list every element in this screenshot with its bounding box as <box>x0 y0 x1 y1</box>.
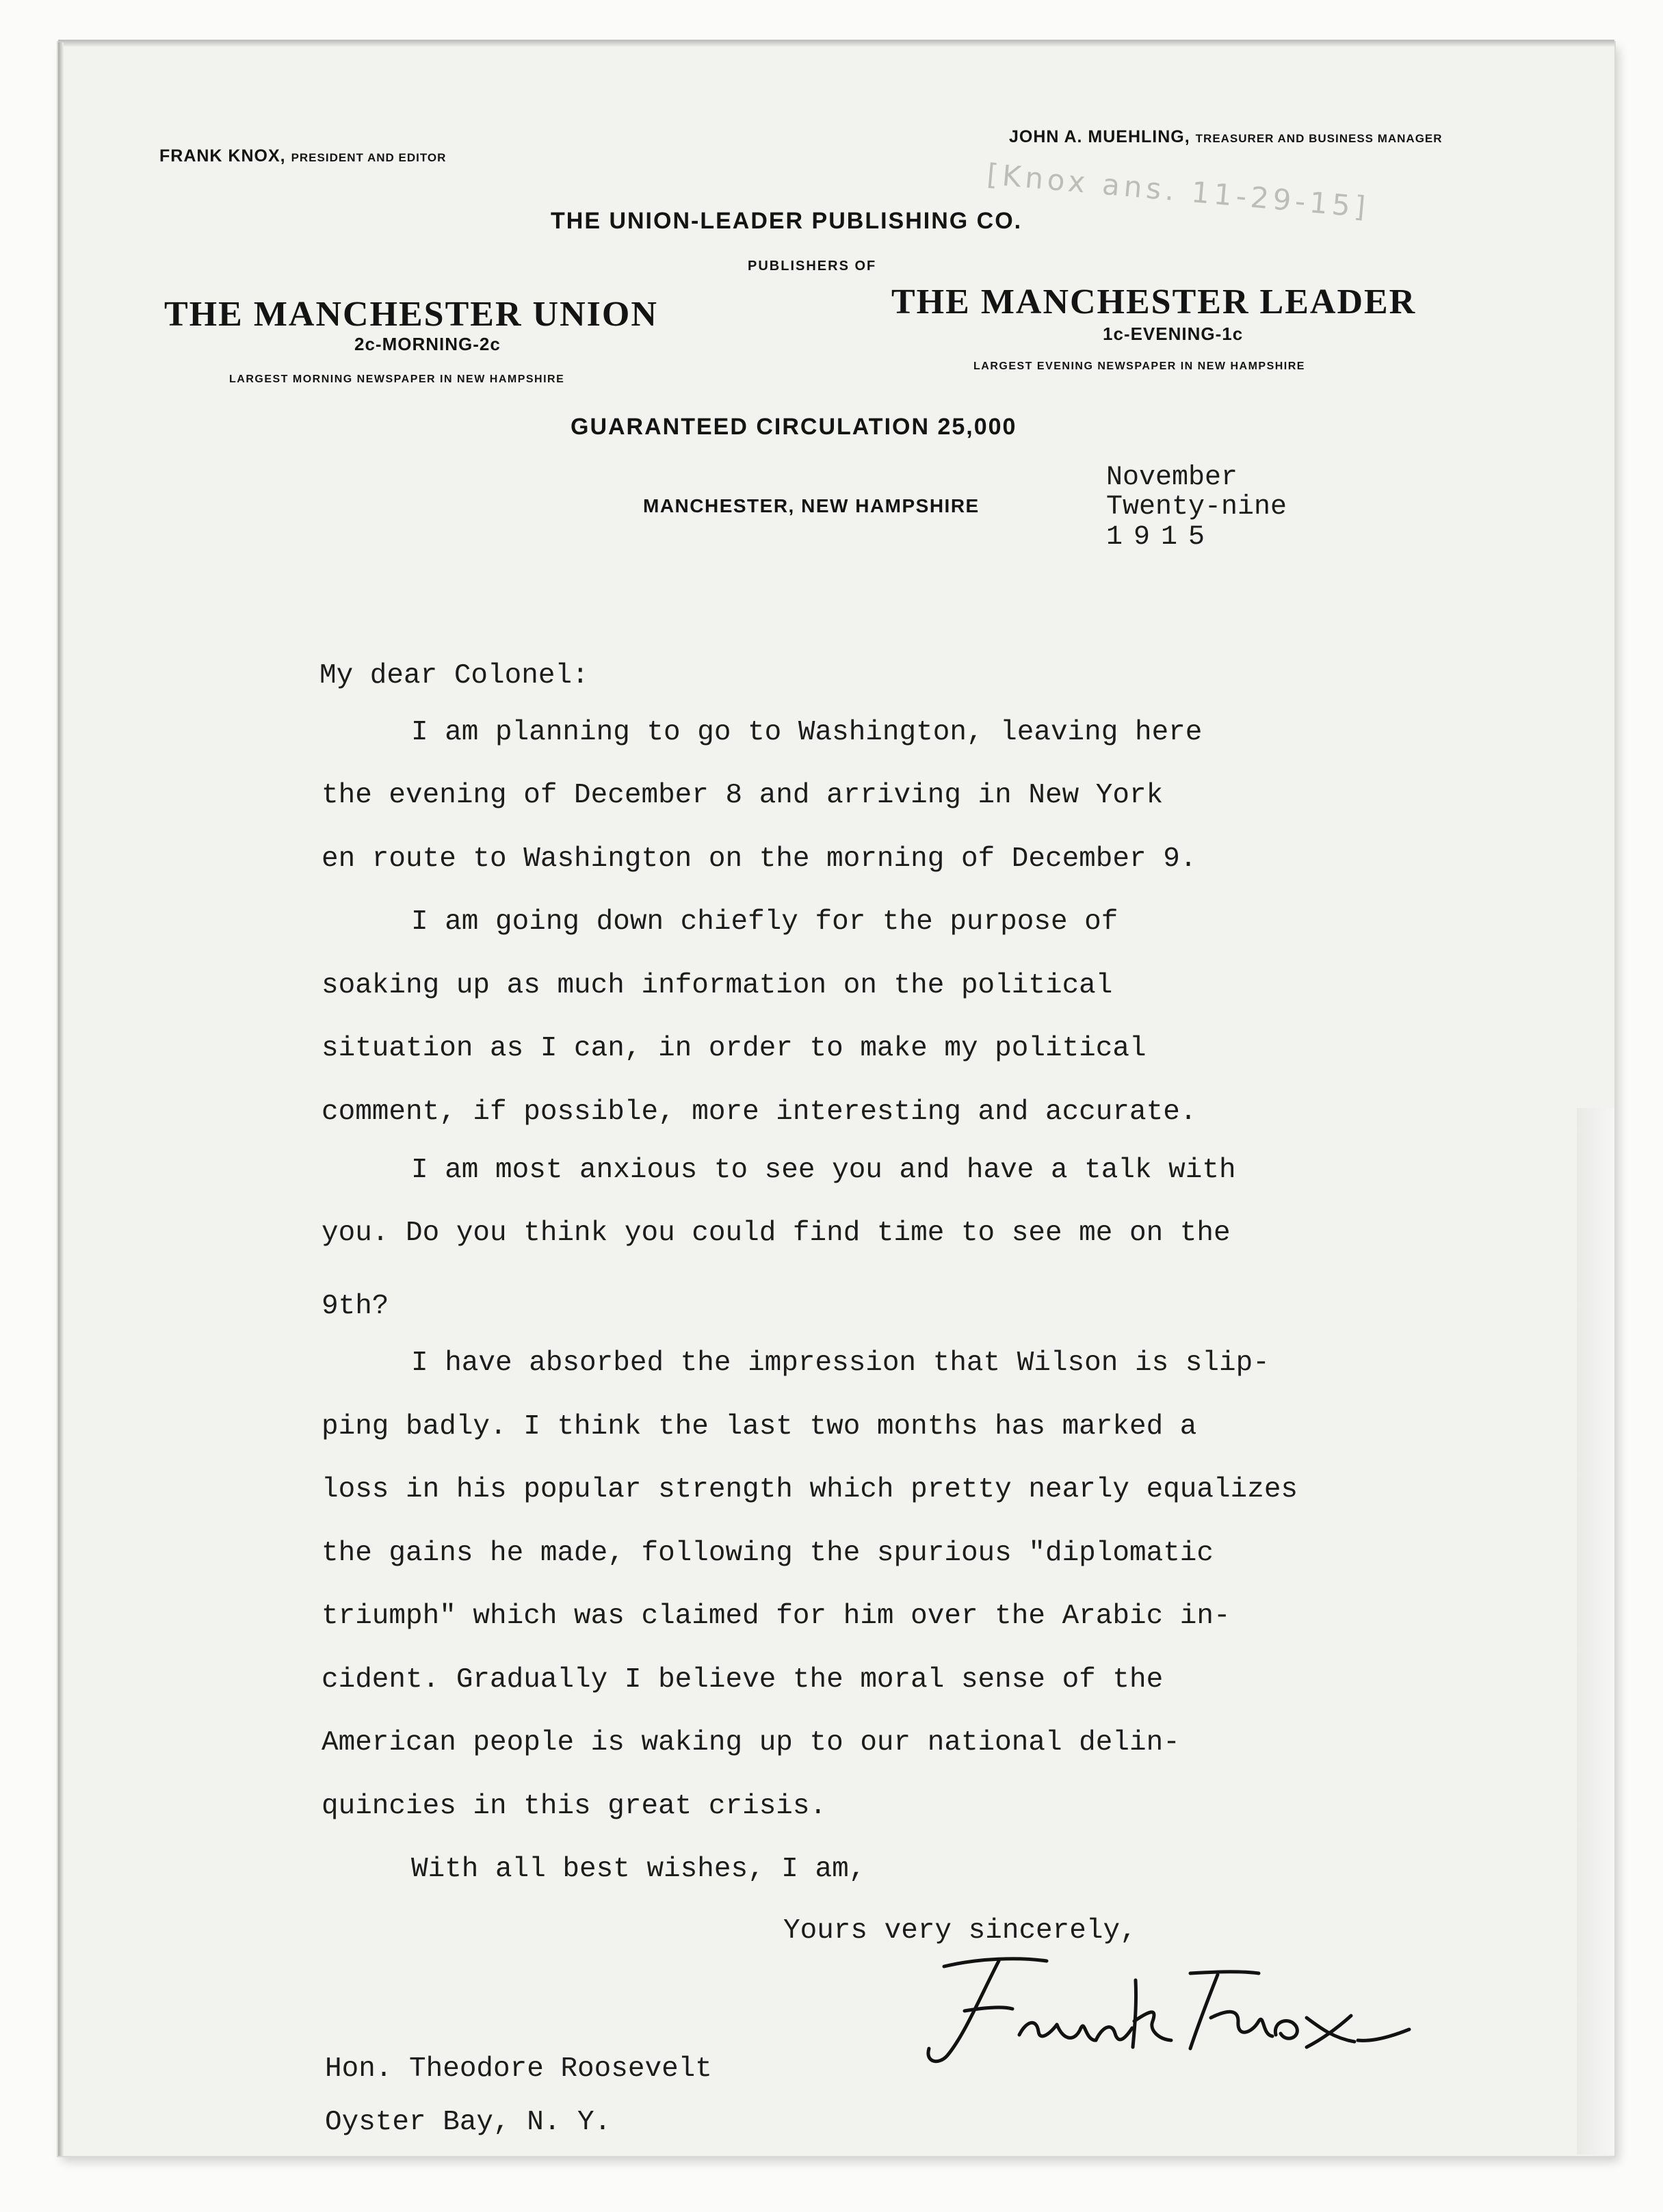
paper-union-tagline: LARGEST MORNING NEWSPAPER IN NEW HAMPSHIRE <box>229 373 565 385</box>
paper-left-edge <box>58 42 64 2156</box>
date-month: November <box>1106 462 1238 493</box>
body-line: I am most anxious to see you and have a talk with <box>411 1155 1236 1186</box>
date-year: 1915 <box>1106 522 1216 553</box>
body-line: loss in his popular strength which pretty nearly equalizes <box>322 1474 1298 1505</box>
recipient-name: Hon. Theodore Roosevelt <box>325 2053 712 2085</box>
body-line: cident. Gradually I believe the moral sense of the <box>322 1664 1164 1696</box>
body-line: you. Do you think you could find time to see me on the <box>322 1217 1231 1249</box>
recipient-address: Oyster Bay, N. Y. <box>325 2107 612 2138</box>
date-day: Twenty-nine <box>1106 492 1287 523</box>
paper-leader-name: THE MANCHESTER LEADER <box>891 282 1417 321</box>
body-line: American people is waking up to our national delin- <box>322 1727 1180 1759</box>
paper-leader-edition: 1c-EVENING-1c <box>1103 324 1244 344</box>
president-title: PRESIDENT AND EDITOR <box>291 151 447 164</box>
paper-union-name: THE MANCHESTER UNION <box>164 295 658 334</box>
body-line: situation as I can, in order to make my political <box>322 1033 1147 1064</box>
body-line: 9th? <box>322 1291 389 1322</box>
body-line: the evening of December 8 and arriving in New York <box>322 780 1164 811</box>
paper-union-edition: 2c-MORNING-2c <box>354 334 501 354</box>
body-line: soaking up as much information on the political <box>322 970 1113 1001</box>
city-line: MANCHESTER, NEW HAMPSHIRE <box>643 495 980 516</box>
body-line: en route to Washington on the morning of December 9. <box>322 843 1197 875</box>
publishers-of: PUBLISHERS OF <box>748 259 877 274</box>
president-name: FRANK KNOX, <box>159 146 286 166</box>
body-line: triumph" which was claimed for him over the Arabic in- <box>322 1601 1231 1632</box>
body-line: With all best wishes, I am, <box>411 1854 866 1885</box>
body-line: ping badly. I think the last two months has marked a <box>322 1411 1197 1443</box>
body-line: I am planning to go to Washington, leaving here <box>411 717 1203 748</box>
archival-handwritten-note: [Knox ans. 11-29-15] <box>985 157 1371 224</box>
body-line: quincies in this great crisis. <box>322 1791 827 1822</box>
treasurer-title: TREASURER AND BUSINESS MANAGER <box>1195 132 1443 145</box>
body-line: comment, if possible, more interesting and accurate. <box>322 1096 1197 1128</box>
paper-leader-tagline: LARGEST EVENING NEWSPAPER IN NEW HAMPSHIRE <box>973 360 1305 372</box>
treasurer-name: JOHN A. MUEHLING, <box>1009 127 1190 146</box>
circulation-line: GUARANTEED CIRCULATION 25,000 <box>571 414 1017 440</box>
company-name: THE UNION-LEADER PUBLISHING CO. <box>551 208 1023 234</box>
body-line: the gains he made, following the spurious "diplomatic <box>322 1538 1214 1569</box>
signature-frank-knox <box>917 1953 1423 2090</box>
salutation: My dear Colonel: <box>319 660 589 692</box>
treasurer-line <box>1009 127 1443 147</box>
closing: Yours very sincerely, <box>783 1915 1137 1947</box>
paper-top-edge <box>58 40 1614 47</box>
president-line <box>159 146 446 166</box>
paper-fold <box>1577 1108 1614 2155</box>
body-line: I have absorbed the impression that Wilson is slip- <box>411 1347 1270 1379</box>
body-line: I am going down chiefly for the purpose of <box>411 906 1118 938</box>
